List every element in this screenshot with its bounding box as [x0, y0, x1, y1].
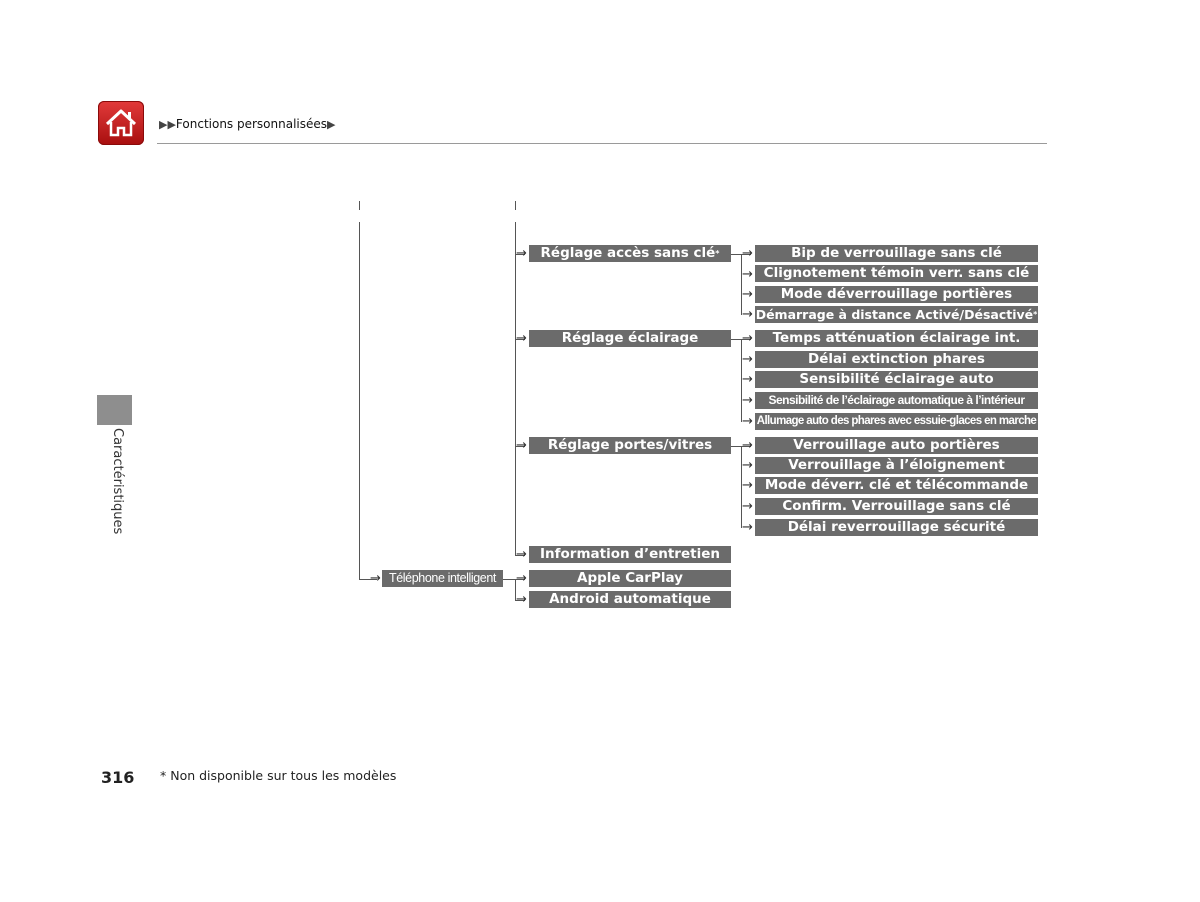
arrow-icon: → — [516, 571, 527, 586]
menu-item-security-relock-delay[interactable]: Délai reverrouillage sécurité — [755, 519, 1038, 536]
menu-item-headlight-off-delay[interactable]: Délai extinction phares — [755, 351, 1038, 368]
menu-item-keyless-settings[interactable] — [529, 245, 731, 262]
arrow-icon: → — [516, 547, 527, 562]
arrow-icon: → — [742, 438, 753, 453]
page-number: 316 — [101, 768, 135, 787]
menu-item-maintenance-info[interactable]: Information d’entretien — [529, 546, 731, 563]
header-divider — [157, 143, 1047, 144]
side-tab-label: Caractéristiques — [110, 428, 125, 535]
menu-item-interior-auto-light-sensitivity[interactable]: Sensibilité de l’éclairage automatique à l’intérieur — [755, 392, 1038, 409]
arrow-icon: → — [742, 352, 753, 367]
menu-item-remote-start[interactable] — [755, 306, 1038, 323]
arrow-icon: → — [742, 267, 753, 282]
arrow-icon: → — [742, 246, 753, 261]
menu-item-auto-door-lock[interactable]: Verrouillage auto portières — [755, 437, 1038, 454]
tree-tick-2 — [515, 201, 516, 210]
arrow-icon: → — [742, 307, 753, 322]
connector-smartphone-out — [503, 579, 515, 580]
tree-trunk-2 — [515, 222, 516, 555]
menu-item-label: Réglage accès sans clé — [540, 245, 716, 261]
arrow-icon: → — [742, 393, 753, 408]
asterisk: * — [715, 249, 720, 258]
arrow-icon: → — [370, 571, 381, 586]
arrow-icon: → — [742, 478, 753, 493]
arrow-icon: → — [742, 372, 753, 387]
menu-item-android-auto[interactable]: Android automatique — [529, 591, 731, 608]
arrow-icon: → — [516, 331, 527, 346]
arrow-icon: → — [742, 414, 753, 429]
menu-item-keyless-lock-beep[interactable]: Bip de verrouillage sans clé — [755, 245, 1038, 262]
arrow-icon: → — [742, 458, 753, 473]
menu-item-keyless-lock-confirm[interactable]: Confirm. Verrouillage sans clé — [755, 498, 1038, 515]
menu-item-label: Démarrage à distance Activé/Désactivé — [755, 307, 1034, 322]
tree-trunk-keyless — [741, 254, 742, 315]
arrow-icon: → — [516, 438, 527, 453]
arrow-icon: → — [742, 499, 753, 514]
menu-item-wiper-auto-headlights[interactable]: Allumage auto des phares avec essuie-glaces en marche — [755, 413, 1038, 430]
breadcrumb[interactable] — [159, 117, 336, 131]
arrow-icon: → — [516, 592, 527, 607]
menu-item-door-window-settings[interactable]: Réglage portes/vitres — [529, 437, 731, 454]
menu-item-smartphone[interactable]: Téléphone intelligent — [382, 570, 503, 587]
breadcrumb-arrows: ▶▶ — [159, 118, 176, 131]
menu-item-key-remote-unlock-mode[interactable]: Mode déverr. clé et télécommande — [755, 477, 1038, 494]
side-tab-marker — [97, 395, 132, 425]
breadcrumb-end-arrow: ▶ — [327, 118, 336, 131]
menu-item-lighting-settings[interactable]: Réglage éclairage — [529, 330, 731, 347]
footnote: * Non disponible sur tous les modèles — [160, 768, 397, 783]
asterisk: * — [1033, 310, 1038, 319]
menu-item-apple-carplay[interactable]: Apple CarPlay — [529, 570, 731, 587]
arrow-icon: → — [742, 520, 753, 535]
menu-item-keyless-lock-flash[interactable]: Clignotement témoin verr. sans clé — [755, 265, 1038, 282]
arrow-icon: → — [742, 331, 753, 346]
tree-trunk-1 — [359, 222, 360, 579]
menu-item-auto-light-sensitivity[interactable]: Sensibilité éclairage auto — [755, 371, 1038, 388]
breadcrumb-text[interactable]: Fonctions personnalisées — [175, 117, 328, 131]
arrow-icon: → — [742, 287, 753, 302]
arrow-icon: → — [516, 246, 527, 261]
menu-item-door-unlock-mode[interactable]: Mode déverrouillage portières — [755, 286, 1038, 303]
tree-tick-1 — [359, 201, 360, 210]
menu-item-walk-away-lock[interactable]: Verrouillage à l’éloignement — [755, 457, 1038, 474]
menu-item-interior-dimming-time[interactable]: Temps atténuation éclairage int. — [755, 330, 1038, 347]
home-icon[interactable] — [98, 101, 144, 145]
